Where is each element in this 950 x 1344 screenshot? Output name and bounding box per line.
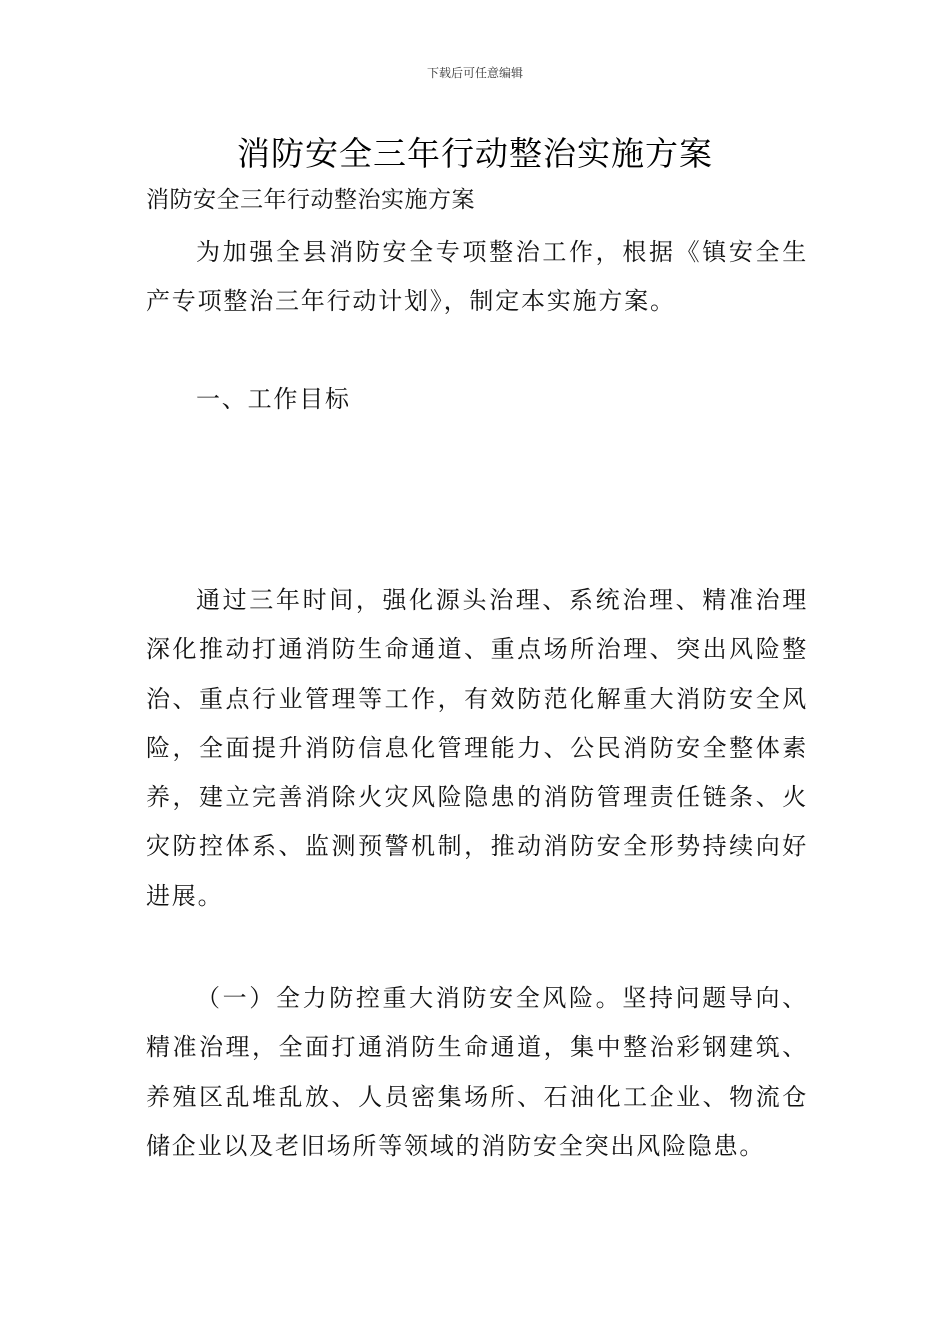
item-1-paragraph: （一）全力防控重大消防安全风险。坚持问题导向、精准治理，全面打通消防生命通道，集中整治彩钢建筑、养殖区乱堆乱放、人员密集场所、石油化工企业、物流仓储企业以及老旧场所等领域的消防安全突出风险隐患。 xyxy=(146,984,808,1160)
intro-paragraph: 为加强全县消防安全专项整治工作，根据《镇安全生产专项整治三年行动计划》，制定本实施方案。 xyxy=(146,238,808,316)
goals-paragraph: 通过三年时间，强化源头治理、系统治理、精准治理深化推动打通消防生命通道、重点场所治理、突出风险整治、重点行业管理等工作，有效防范化解重大消防安全风险，全面提升消防信息化管理能力、公民消防安全整体素养，建立完善消除火灾风险隐患的消防管理责任链条、火灾防控体系、监测预警机制，推动消防安全形势持续向好进展。 xyxy=(146,586,808,910)
document-subtitle: 消防安全三年行动整治实施方案 xyxy=(146,187,475,213)
header-note: 下载后可任意编辑 xyxy=(426,66,523,80)
section-heading-goals: 一、工作目标 xyxy=(196,385,351,413)
document-title: 消防安全三年行动整治实施方案 xyxy=(237,134,713,173)
